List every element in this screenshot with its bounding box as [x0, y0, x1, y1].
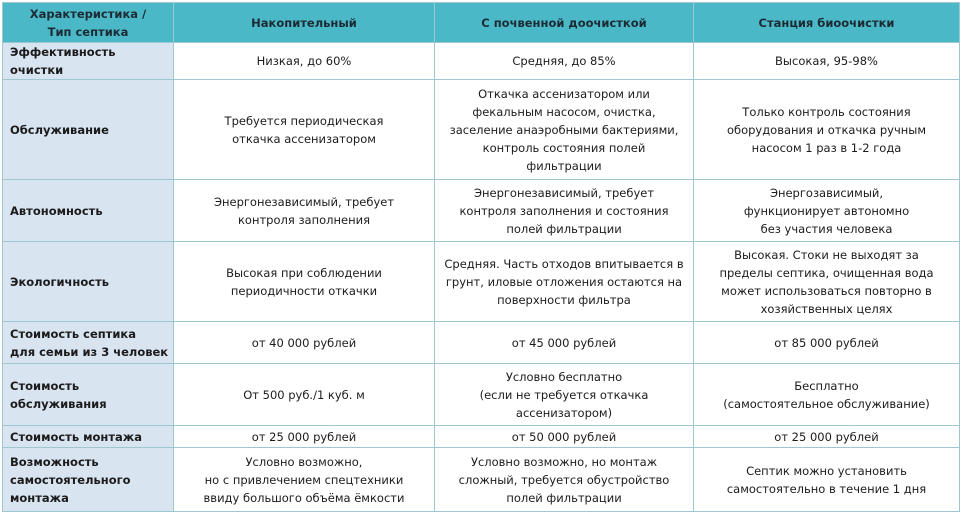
row-label [3, 80, 174, 180]
cell-text-line: от 40 000 рублей [251, 335, 357, 350]
table-row [3, 80, 960, 180]
cell-text-line: Стоимость септика [10, 326, 136, 341]
table-cell [694, 448, 960, 512]
cell-text-line: Условно возможно, [245, 454, 363, 469]
cell-text-line: Условно возможно, но монтаж [470, 454, 658, 469]
cell-text-line: Автономность [10, 203, 103, 218]
cell-text-line: но с привлечением спецтехники [204, 472, 404, 487]
cell-text-line: от 25 000 рублей [251, 429, 357, 444]
header-col-bio-station: Станция биоочистки [694, 3, 960, 43]
cell-text-line: Экологичность [10, 274, 110, 289]
cell-text-line: от 85 000 рублей [774, 335, 879, 350]
cell-text-line: сложный, требуется обустройство [458, 472, 670, 487]
table-row [3, 180, 960, 242]
cell-text-line: контроль состояния полей [482, 140, 646, 155]
cell-text-line: ассенизатором) [515, 405, 613, 420]
table-row [3, 322, 960, 364]
cell-text-line: контроля заполнения [237, 212, 371, 227]
table-cell [435, 80, 694, 180]
table-cell [174, 43, 435, 80]
cell-text-line: Септик можно установить [746, 463, 907, 478]
header-col-soil-treatment: С почвенной доочисткой [435, 3, 694, 43]
cell-text-line: хозяйственных целях [760, 301, 893, 316]
cell-text-line: Высокая. Стоки не выходят за [734, 247, 919, 262]
table-cell [435, 448, 694, 512]
cell-text-line: откачка ассенизатором [232, 131, 376, 146]
table-cell [174, 322, 435, 364]
table-cell [174, 364, 435, 426]
row-label [3, 180, 174, 242]
header-corner-line: Характеристика / [29, 6, 147, 21]
table-cell [694, 242, 960, 322]
cell-text-line: обслуживания [10, 396, 107, 411]
cell-text-line: Энергозависимый, [769, 185, 884, 200]
cell-text-line: полей фильтрации [506, 221, 622, 236]
table-cell [694, 43, 960, 80]
cell-text-line: Низкая, до 60% [256, 54, 352, 68]
cell-text-line: монтажа [10, 490, 69, 505]
cell-text-line: оборудования и откачка ручным [726, 122, 927, 137]
cell-text-line: Эффективность очистки [10, 45, 116, 77]
header-col-storage: Накопительный [174, 3, 435, 43]
cell-text-line: периодичности откачки [230, 283, 378, 298]
table-row [3, 43, 960, 80]
table-cell [435, 43, 694, 80]
table-cell [694, 180, 960, 242]
cell-text-line: насосом 1 раз в 1-2 года [751, 140, 902, 155]
septic-comparison-table [2, 2, 960, 512]
cell-text-line: фекальным насосом, очистка, [472, 104, 656, 119]
table-cell [694, 426, 960, 448]
cell-text-line: Только контроль состояния [742, 104, 911, 119]
row-label [3, 322, 174, 364]
cell-text-line: Условно бесплатно [505, 369, 623, 384]
cell-text-line: заселение анаэробными бактериями, [449, 122, 679, 137]
table-cell [435, 322, 694, 364]
row-label [3, 43, 174, 80]
cell-text-line: Стоимость монтажа [10, 429, 142, 444]
cell-text-line: (самостоятельное обслуживание) [723, 396, 930, 411]
cell-text-line: Высокая, 95-98% [775, 54, 878, 68]
cell-text-line: контроля заполнения и состояния [459, 203, 669, 218]
table-cell [694, 322, 960, 364]
row-label [3, 242, 174, 322]
cell-text-line: фильтрации [526, 158, 602, 173]
cell-text-line: от 45 000 рублей [511, 335, 617, 350]
cell-text-line: Откачка ассенизатором или [478, 86, 650, 101]
table-cell [435, 242, 694, 322]
cell-text-line: Обслуживание [10, 122, 109, 137]
cell-text-line: для семьи из 3 человек [10, 344, 169, 359]
row-label [3, 364, 174, 426]
cell-text-line: Энергонезависимый, требует [473, 185, 655, 200]
cell-text-line: поверхности фильтра [497, 292, 631, 307]
header-row [3, 3, 960, 43]
cell-text-line: пределы септика, очищенная вода [719, 265, 934, 280]
table-cell [174, 180, 435, 242]
cell-text-line: без участия человека [760, 221, 893, 236]
cell-text-line: Возможность [10, 454, 99, 469]
cell-text-line: Бесплатно [794, 378, 859, 393]
table-cell [435, 426, 694, 448]
table-cell [174, 80, 435, 180]
table-cell [435, 364, 694, 426]
cell-text-line: самостоятельного [10, 472, 131, 487]
cell-text-line: (если не требуется откачка [479, 387, 649, 402]
table-cell [174, 426, 435, 448]
cell-text-line: может использоваться повторно в [721, 283, 932, 298]
table-row [3, 448, 960, 512]
table-cell [694, 364, 960, 426]
cell-text-line: Средняя. Часть отходов впитывается в [444, 256, 684, 271]
cell-text-line: Требуется периодическая [224, 113, 384, 128]
cell-text-line: От 500 руб./1 куб. м [243, 387, 365, 402]
table-row [3, 426, 960, 448]
header-corner [3, 3, 174, 43]
table-cell [694, 80, 960, 180]
cell-text-line: Высокая при соблюдении [226, 265, 382, 280]
cell-text-line: от 50 000 рублей [511, 429, 617, 444]
table-cell [174, 242, 435, 322]
cell-text-line: грунт, иловые отложения остаются на [445, 274, 683, 289]
header-corner-line: Тип септика [47, 24, 129, 39]
table-cell [435, 180, 694, 242]
cell-text-line: от 25 000 рублей [774, 429, 879, 444]
cell-text-line: полей фильтрации [506, 490, 622, 505]
cell-text-line: ввиду большого объёма ёмкости [203, 490, 405, 505]
row-label [3, 448, 174, 512]
table-row [3, 364, 960, 426]
table-row [3, 242, 960, 322]
table-cell [174, 448, 435, 512]
cell-text-line: Стоимость [10, 378, 80, 393]
cell-text-line: Энергонезависимый, требует [213, 194, 395, 209]
row-label [3, 426, 174, 448]
cell-text-line: функционирует автономно [743, 203, 910, 218]
cell-text-line: самостоятельно в течение 1 дня [726, 481, 927, 496]
cell-text-line: Средняя, до 85% [512, 54, 616, 68]
